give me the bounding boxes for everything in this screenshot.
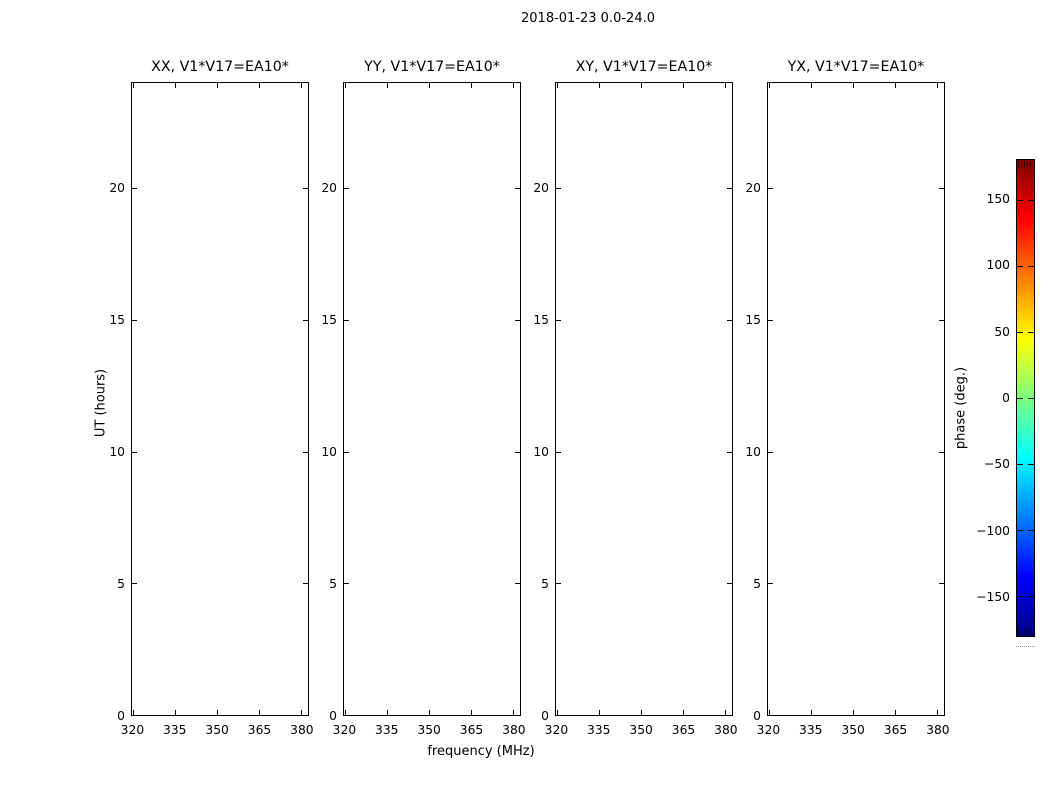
y-tick-mark: [132, 188, 137, 189]
colorbar-tick-label: −50: [984, 457, 1010, 472]
y-tick-label: 0: [117, 709, 125, 723]
colorbar-tick-mark: [1017, 200, 1023, 201]
colorbar-tick-label: 50: [994, 324, 1010, 339]
subplot-panel-yy: [343, 82, 521, 716]
colorbar-tick-mark: [1017, 398, 1023, 399]
colorbar-axis-label: phase (deg.): [953, 366, 969, 450]
x-tick-mark: [811, 83, 812, 88]
subplot-title-xx: XX, V1*V17=EA10*: [151, 59, 289, 75]
x-tick-mark: [811, 710, 812, 715]
colorbar-tick-mark: [1028, 398, 1034, 399]
x-tick-mark: [895, 710, 896, 715]
x-tick-label: 320: [332, 723, 357, 737]
y-tick-label: 20: [533, 180, 549, 195]
x-tick-mark: [259, 83, 260, 88]
x-tick-label: 335: [375, 723, 399, 737]
colorbar: [1016, 159, 1035, 637]
x-tick-mark: [641, 710, 642, 715]
colorbar-tick-mark: [1028, 530, 1034, 531]
x-tick-mark: [345, 83, 346, 88]
x-tick-label: 335: [799, 723, 823, 737]
y-tick-mark: [939, 320, 944, 321]
y-tick-mark: [939, 583, 944, 584]
x-tick-mark: [217, 83, 218, 88]
y-tick-label: 15: [321, 312, 337, 327]
y-tick-label: 10: [745, 444, 761, 459]
subplot-title-yy: YY, V1*V17=EA10*: [364, 59, 500, 75]
x-tick-mark: [937, 83, 938, 88]
y-tick-label: 0: [753, 709, 761, 723]
y-tick-mark: [939, 188, 944, 189]
y-tick-mark: [132, 320, 137, 321]
x-tick-mark: [641, 83, 642, 88]
subplot-panel-yx: [767, 82, 945, 716]
colorbar-tick-mark: [1017, 530, 1023, 531]
y-tick-mark: [344, 452, 349, 453]
x-axis-label: frequency (MHz): [427, 744, 535, 759]
y-tick-mark: [768, 188, 773, 189]
y-tick-mark: [768, 452, 773, 453]
colorbar-tick-mark: [1028, 464, 1034, 465]
colorbar-tick-label: −150: [976, 590, 1010, 605]
x-tick-label: 380: [290, 723, 314, 737]
x-tick-mark: [301, 83, 302, 88]
y-tick-label: 0: [541, 709, 549, 723]
x-tick-mark: [217, 710, 218, 715]
y-tick-label: 10: [321, 444, 337, 459]
y-tick-mark: [939, 715, 944, 716]
y-tick-mark: [344, 320, 349, 321]
colorbar-tick-label: 100: [986, 258, 1010, 273]
x-tick-label: 380: [502, 723, 526, 737]
x-tick-label: 365: [459, 723, 484, 737]
y-tick-mark: [939, 452, 944, 453]
y-tick-mark: [132, 583, 137, 584]
colorbar-tick-label: 0: [1002, 391, 1010, 405]
x-tick-label: 365: [883, 723, 908, 737]
y-tick-mark: [344, 715, 349, 716]
x-tick-mark: [853, 83, 854, 88]
colorbar-tick-mark: [1028, 332, 1034, 333]
x-tick-mark: [387, 83, 388, 88]
x-tick-mark: [471, 83, 472, 88]
y-tick-label: 5: [541, 576, 549, 591]
y-tick-label: 5: [753, 576, 761, 591]
y-tick-mark: [556, 452, 561, 453]
x-tick-mark: [429, 83, 430, 88]
figure-title: 2018-01-23 0.0-24.0: [521, 11, 655, 26]
y-tick-label: 15: [533, 312, 549, 327]
y-tick-mark: [556, 715, 561, 716]
y-tick-label: 15: [745, 312, 761, 327]
y-tick-mark: [768, 320, 773, 321]
y-axis-label: UT (hours): [93, 368, 109, 438]
subplot-panel-xy: [555, 82, 733, 716]
y-tick-label: 5: [117, 576, 125, 591]
x-tick-mark: [175, 710, 176, 715]
x-tick-label: 350: [417, 723, 441, 737]
x-tick-label: 380: [714, 723, 738, 737]
y-tick-label: 15: [109, 312, 125, 327]
x-tick-label: 320: [756, 723, 781, 737]
y-tick-mark: [344, 188, 349, 189]
colorbar-tick-mark: [1017, 596, 1023, 597]
x-tick-mark: [769, 83, 770, 88]
x-tick-mark: [429, 710, 430, 715]
x-tick-label: 335: [587, 723, 611, 737]
x-tick-mark: [683, 83, 684, 88]
x-tick-mark: [599, 83, 600, 88]
x-tick-mark: [937, 710, 938, 715]
y-tick-mark: [132, 452, 137, 453]
y-tick-mark: [556, 583, 561, 584]
colorbar-tick-mark: [1017, 266, 1023, 267]
x-tick-mark: [175, 83, 176, 88]
x-tick-label: 320: [544, 723, 569, 737]
colorbar-tick-label: 150: [986, 191, 1010, 206]
subplot-title-xy: XY, V1*V17=EA10*: [575, 59, 713, 75]
x-tick-label: 350: [205, 723, 229, 737]
x-tick-label: 365: [247, 723, 272, 737]
y-tick-label: 5: [329, 576, 337, 591]
colorbar-tick-mark: [1017, 332, 1023, 333]
x-tick-mark: [387, 710, 388, 715]
x-tick-mark: [557, 83, 558, 88]
subplot-panel-xx: [131, 82, 309, 716]
x-tick-mark: [853, 710, 854, 715]
x-tick-label: 350: [629, 723, 653, 737]
colorbar-tick-mark: [1028, 596, 1034, 597]
y-tick-mark: [556, 188, 561, 189]
y-tick-label: 20: [321, 180, 337, 195]
colorbar-tick-label: −100: [976, 523, 1010, 538]
x-tick-mark: [725, 83, 726, 88]
x-tick-mark: [513, 83, 514, 88]
x-tick-label: 320: [120, 723, 145, 737]
subplot-title-yx: YX, V1*V17=EA10*: [787, 59, 925, 75]
x-tick-mark: [599, 710, 600, 715]
x-tick-mark: [133, 83, 134, 88]
y-tick-label: 10: [109, 444, 125, 459]
colorbar-bottom-dotted-edge: [1016, 646, 1035, 647]
colorbar-tick-mark: [1017, 464, 1023, 465]
y-tick-label: 20: [745, 180, 761, 195]
y-tick-label: 10: [533, 444, 549, 459]
x-tick-mark: [259, 710, 260, 715]
y-tick-mark: [768, 583, 773, 584]
x-tick-mark: [895, 83, 896, 88]
x-tick-mark: [683, 710, 684, 715]
colorbar-bottom-hatch-marks: [1018, 628, 1033, 635]
y-tick-mark: [768, 715, 773, 716]
x-tick-label: 380: [926, 723, 950, 737]
colorbar-tick-mark: [1028, 266, 1034, 267]
y-tick-mark: [556, 320, 561, 321]
x-tick-label: 335: [163, 723, 187, 737]
colorbar-top-hatch-marks: [1018, 161, 1033, 168]
y-tick-mark: [344, 583, 349, 584]
x-tick-label: 350: [841, 723, 865, 737]
y-tick-label: 0: [329, 709, 337, 723]
x-tick-label: 365: [671, 723, 696, 737]
x-tick-mark: [471, 710, 472, 715]
y-tick-label: 20: [109, 180, 125, 195]
colorbar-tick-mark: [1028, 200, 1034, 201]
y-tick-mark: [132, 715, 137, 716]
